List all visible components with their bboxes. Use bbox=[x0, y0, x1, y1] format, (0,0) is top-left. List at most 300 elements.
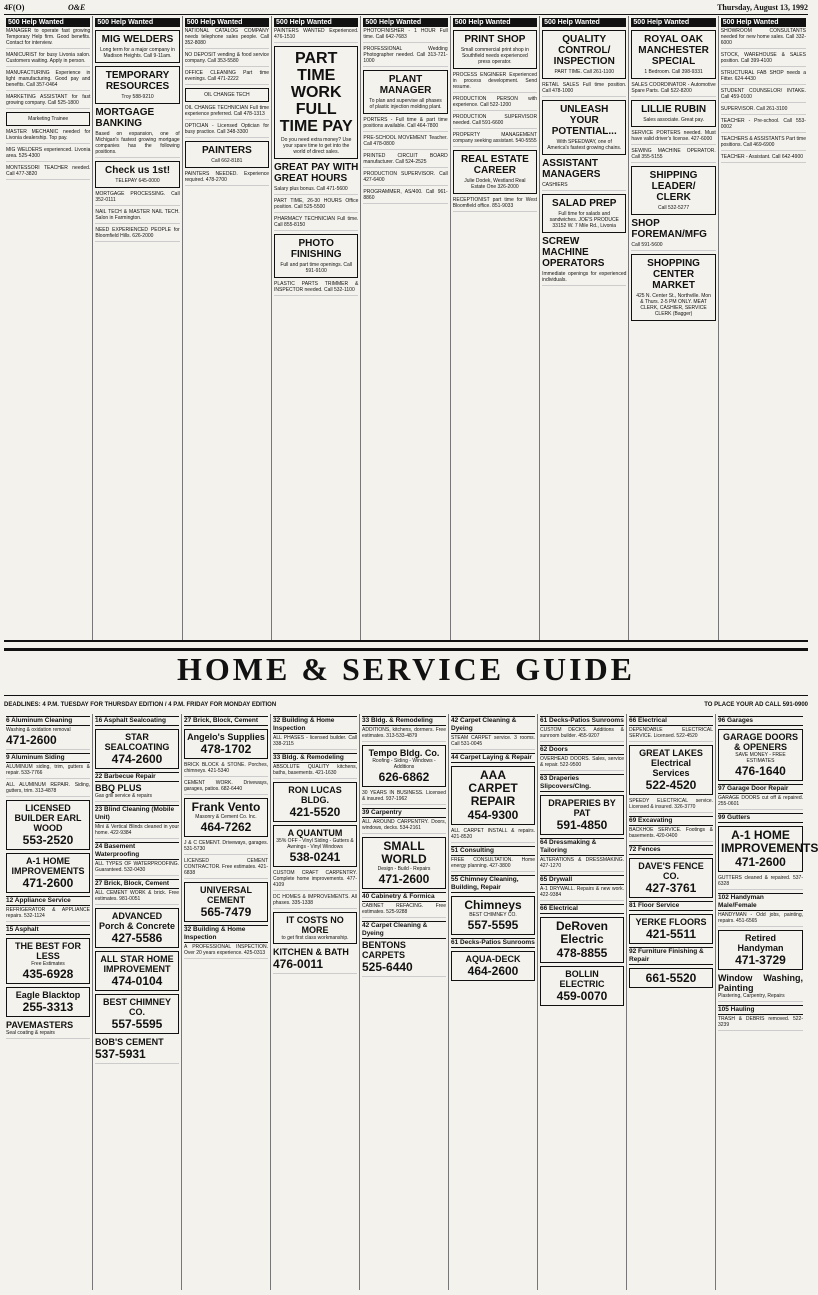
guide-listing bbox=[95, 783, 179, 802]
section-heading: 500 Help Wanted bbox=[721, 18, 806, 27]
classified-ad bbox=[185, 105, 269, 120]
guide-listing bbox=[273, 735, 357, 750]
classified-ad bbox=[274, 28, 358, 43]
guide-listing bbox=[718, 795, 803, 810]
listing-text: CUSTOM DECKS. Additions & sunroom builder. 455-9207 bbox=[540, 727, 624, 739]
ad-text: SHOWROOM CONSULTANTS needed for new home sales. Call 332-6000 bbox=[720, 28, 806, 46]
guide-listing bbox=[184, 729, 268, 759]
listing-text: GARAGE DOORS cut off & repaired. 255-0601 bbox=[718, 795, 803, 807]
classified-ad bbox=[95, 209, 179, 224]
ad-text: MARKETING ASSISTANT for fast growing company. Call 525-1800 bbox=[6, 94, 91, 106]
guide-category: 66 Electrical bbox=[540, 904, 624, 914]
classified-ad bbox=[453, 197, 537, 212]
listing-text: OVERHEAD DOORS. Sales, service & repair. 522-9500 bbox=[540, 756, 624, 768]
guide-listing bbox=[6, 907, 90, 922]
guide-category: 42 Carpet Cleaning & Dyeing bbox=[362, 921, 446, 939]
listing-phone: 421-5511 bbox=[645, 927, 697, 941]
listing-text: BRICK BLOCK & STONE. Porches, chimneys. 421-5340 bbox=[184, 762, 268, 774]
listing-name: THE BEST FOR LESS bbox=[14, 941, 81, 961]
banner-subline bbox=[4, 700, 808, 710]
listing-phone: 454-9300 bbox=[467, 808, 519, 822]
ad-text: PAINTERS WANTED Experienced. 476-1510 bbox=[274, 28, 359, 40]
ad-text: SALES COORDINATOR - Automotive Spare Parts. Call 522-8200 bbox=[631, 82, 716, 94]
listing-text: TRASH & DEBRIS removed. 522-3239 bbox=[718, 1016, 803, 1028]
guide-category: 42 Carpet Cleaning & Dyeing bbox=[451, 716, 535, 734]
classified-ad bbox=[6, 52, 90, 67]
listing-name: BBQ PLUS bbox=[95, 783, 142, 793]
listing-phone: 471-2600 bbox=[22, 876, 74, 890]
ad-text: PHOTOFINISHER - 1 HOUR Full time. Call 642-7683 bbox=[363, 28, 448, 40]
ad-text: PROGRAMMER, AS/400. Call 961-8860 bbox=[363, 189, 448, 201]
classified-ad bbox=[721, 118, 806, 133]
classified-ad bbox=[363, 171, 447, 186]
guide-category: 64 Dressmaking & Tailoring bbox=[540, 838, 624, 856]
listing-text: SPEEDY ELECTRICAL service. Licensed & insured. 326-3770 bbox=[629, 798, 713, 810]
guide-category: 55 Chimney Cleaning, Building, Repair bbox=[451, 875, 535, 893]
classified-ad bbox=[631, 130, 715, 145]
classified-ad bbox=[542, 158, 626, 191]
ad-title: QUALITY CONTROL/ INSPECTION bbox=[553, 34, 615, 67]
guide-listing bbox=[362, 903, 446, 918]
classified-ad bbox=[95, 191, 179, 206]
guide-column bbox=[538, 714, 627, 1290]
ad-text: 425 N. Center St., Northville. Mon & Thurs. 2-5 PM ONLY. MEAT CLERK, CASHIER, SERVICE CLERK (Bagger) bbox=[636, 293, 711, 317]
deadlines-text: DEADLINES: 4 P.M. TUESDAY FOR THURSDAY EDITION / 4 P.M. FRIDAY FOR MONDAY EDITION bbox=[4, 702, 277, 708]
listing-phone: 471-3729 bbox=[735, 953, 786, 967]
ad-title: LILLIE RUBIN bbox=[641, 104, 707, 115]
classified-ad bbox=[95, 107, 179, 158]
section-heading: 500 Help Wanted bbox=[542, 18, 626, 27]
guide-listing bbox=[718, 826, 818, 872]
ad-title: MORTGAGE BANKING bbox=[95, 107, 155, 129]
guide-listing bbox=[6, 938, 90, 984]
ad-text: Sales associate. Great pay. bbox=[643, 117, 704, 123]
ad-title: ASSISTANT MANAGERS bbox=[542, 158, 601, 180]
guide-category: 33 Bldg. & Remodeling bbox=[273, 753, 357, 763]
classified-ad bbox=[95, 30, 179, 63]
guide-category: 66 Electrical bbox=[629, 716, 713, 726]
guide-category: 62 Doors bbox=[540, 745, 624, 755]
ad-title: GREAT PAY WITH GREAT HOURS bbox=[274, 162, 359, 184]
listing-name: PAVEMASTERS bbox=[6, 1020, 74, 1030]
guide-listing bbox=[184, 882, 268, 922]
ad-text: PART TIME, 26-30 HOURS Office position. Call 525-5500 bbox=[274, 198, 359, 210]
listing-text: CEMENT WORK. Driveways, garages, patios. 682-6440 bbox=[184, 780, 268, 792]
listing-text: ALL CEMENT WORK & brick. Free estimates. 981-0051 bbox=[95, 890, 179, 902]
ad-text: Salary plus bonus. Call 471-5600 bbox=[274, 186, 348, 192]
ad-text: Call 591-5600 bbox=[631, 242, 663, 248]
listing-text: to get first class workmanship. bbox=[281, 935, 349, 941]
classified-ad bbox=[631, 254, 715, 321]
ad-text: OFFICE CLEANING Part time evenings. Call 471-2222 bbox=[184, 70, 270, 82]
ad-text: STRUCTURAL FAB SHOP needs a Fitter. 624-4430 bbox=[720, 70, 806, 82]
guide-listing bbox=[95, 1037, 179, 1064]
classified-ad bbox=[185, 52, 269, 67]
ad-text: PRODUCTION SUPERVISOR. Call 427-6400 bbox=[363, 171, 448, 183]
ad-title: MIG WELDERS bbox=[101, 34, 174, 45]
listing-name: A QUANTUM bbox=[287, 828, 343, 838]
guide-category: 92 Furniture Finishing & Repair bbox=[629, 947, 713, 965]
ad-text: SUPERVISOR. Call 261-3100 bbox=[720, 106, 788, 112]
ad-text: SEWING MACHINE OPERATOR. Call 355-5155 bbox=[631, 148, 716, 160]
listing-text: ALUMINUM siding, trim, gutters & repair. 533-7766 bbox=[6, 764, 90, 776]
guide-listing bbox=[718, 1016, 803, 1031]
classified-column bbox=[272, 16, 361, 640]
ad-title: REAL ESTATE CAREER bbox=[460, 154, 529, 176]
ad-text: PROPERTY MANAGEMENT company seeking assistant. 540-5555 bbox=[452, 132, 538, 144]
help-wanted-classifieds bbox=[4, 16, 808, 642]
guide-listing bbox=[362, 790, 446, 805]
classified-ad bbox=[631, 166, 715, 215]
issue-date: Thursday, August 13, 1992 bbox=[717, 3, 808, 12]
classified-ad bbox=[631, 148, 715, 163]
listing-name: Chimneys bbox=[464, 898, 522, 912]
listing-phone: 476-0011 bbox=[273, 957, 324, 971]
ad-text: 1 Bedroom. Call 398-9331 bbox=[644, 69, 703, 75]
guide-category: 23 Blind Cleaning (Mobile Unit) bbox=[95, 805, 179, 823]
ad-title: SHOPPING CENTER MARKET bbox=[647, 258, 700, 291]
ad-text: TELEPAY 645-0000 bbox=[115, 178, 160, 184]
guide-category: 44 Carpet Laying & Repair bbox=[451, 753, 535, 763]
guide-listing bbox=[95, 908, 179, 948]
guide-listing bbox=[451, 951, 535, 981]
guide-listing bbox=[451, 828, 535, 843]
listing-text: ADDITIONS, kitchens, dormers. Free estimates. 313-533-4879 bbox=[362, 727, 446, 739]
guide-listing bbox=[629, 858, 713, 898]
classified-ad bbox=[721, 70, 806, 85]
classified-ad bbox=[274, 281, 358, 296]
listing-phone: 538-0241 bbox=[289, 850, 341, 864]
classified-ad bbox=[6, 112, 90, 126]
section-heading: 500 Help Wanted bbox=[95, 18, 179, 27]
classified-ad bbox=[185, 141, 269, 168]
listing-phone: 427-5586 bbox=[111, 931, 163, 945]
classified-ad bbox=[185, 70, 269, 85]
classified-ad bbox=[274, 216, 358, 231]
ad-text: TEACHER - Pre-school. Call 553-0002 bbox=[720, 118, 806, 130]
listing-text: Masonry & Cement Co. Inc. bbox=[195, 814, 257, 820]
listing-text: REFRIGERATOR & APPLIANCE repairs. 532-1124 bbox=[6, 907, 90, 919]
guide-listing bbox=[6, 764, 90, 779]
classified-ad bbox=[363, 46, 447, 67]
listing-text: Plastering, Carpentry, Repairs bbox=[718, 993, 785, 999]
guide-category: 72 Fences bbox=[629, 845, 713, 855]
classified-ad bbox=[363, 117, 447, 132]
listing-text: STEAM CARPET service. 3 rooms. Call 531-0045 bbox=[451, 735, 535, 747]
listing-phone: 464-7262 bbox=[200, 820, 252, 834]
listing-name: A-1 HOME IMPROVEMENTS bbox=[11, 856, 85, 876]
classified-ad bbox=[185, 88, 269, 102]
ad-text: PAINTERS NEEDED. Experience required. 478-2700 bbox=[184, 171, 270, 183]
guide-listing bbox=[362, 745, 446, 787]
listing-name: ADVANCED Porch & Concrete bbox=[98, 911, 176, 931]
classified-ad bbox=[721, 154, 806, 163]
listing-phone: 471-2600 bbox=[378, 872, 430, 886]
ad-text: MANAGER to operate fast growing Temporary Help firm. Good benefits. Contact for interview. bbox=[6, 28, 91, 46]
classified-column bbox=[540, 16, 629, 640]
guide-listing bbox=[540, 886, 624, 901]
classified-ad bbox=[185, 28, 269, 49]
listing-phone: 565-7479 bbox=[200, 905, 252, 919]
listing-text: DEPENDABLE ELECTRICAL SERVICE. Licensed. 522-4520 bbox=[629, 727, 713, 739]
ad-title: PART TIME WORK FULL TIME PAY bbox=[279, 50, 353, 135]
guide-listing bbox=[362, 837, 446, 889]
classified-ad bbox=[6, 129, 90, 144]
listing-text: ALL AROUND CARPENTRY. Doors, windows, decks. 534-2161 bbox=[362, 819, 446, 831]
guide-listing bbox=[6, 727, 90, 750]
listing-text: ALL TYPES OF WATERPROOFING. Guaranteed. 532-0430 bbox=[95, 861, 179, 873]
listing-text: BEST CHIMNEY CO. bbox=[469, 912, 517, 918]
guide-category: 12 Appliance Service bbox=[6, 896, 90, 906]
ad-text: NO DEPOSIT vending & food service company. Call 353-5580 bbox=[184, 52, 270, 64]
listing-text: BACKHOE SERVICE. Footings & basements. 420-0400 bbox=[629, 827, 713, 839]
ad-text: Full and part time openings. Call 591-9100 bbox=[280, 262, 353, 274]
classified-ad bbox=[542, 30, 626, 79]
guide-listing bbox=[718, 875, 803, 890]
ad-title: SALAD PREP bbox=[552, 198, 617, 209]
classified-column bbox=[183, 16, 272, 640]
ad-text: RECEPTIONIST part time for West Bloomfield office. 851-9033 bbox=[452, 197, 538, 209]
ad-text: Call 532-5277 bbox=[658, 205, 690, 211]
paper-name: O&E bbox=[68, 3, 86, 12]
home-service-guide bbox=[4, 714, 818, 1290]
listing-name: BENTONS CARPETS bbox=[362, 940, 406, 960]
ad-text: PRODUCTION PERSON with experience. Call 522-1200 bbox=[452, 96, 538, 108]
guide-listing bbox=[718, 973, 803, 1002]
ad-text: MIG WELDERS experienced. Livonia area. 525-4300 bbox=[6, 147, 91, 159]
guide-category: 97 Garage Door Repair bbox=[718, 784, 803, 794]
classified-ad bbox=[95, 227, 179, 242]
guide-listing bbox=[540, 966, 624, 1006]
page-number: 4F(O) bbox=[4, 3, 25, 12]
section-heading: 500 Help Wanted bbox=[363, 18, 447, 27]
classified-ad bbox=[453, 30, 537, 69]
classified-ad bbox=[363, 153, 447, 168]
classified-ad bbox=[542, 100, 626, 155]
listing-name: Angelo's Supplies bbox=[187, 732, 265, 742]
listing-text: ALL PHASES - licensed builder. Call 338-2115 bbox=[273, 735, 357, 747]
classified-ad bbox=[95, 161, 179, 188]
guide-listing bbox=[184, 840, 268, 855]
listing-name: AQUA-DECK bbox=[465, 954, 521, 964]
guide-column bbox=[93, 714, 182, 1290]
ad-text: PROFESSIONAL Wedding Photographer needed. Call 313-721-1000 bbox=[363, 46, 448, 64]
place-ad-text: TO PLACE YOUR AD CALL 591-0900 bbox=[704, 702, 808, 708]
listing-name: Tempo Bldg. Co. bbox=[368, 748, 440, 758]
guide-listing bbox=[540, 795, 624, 835]
ad-text: Full time for salads and sandwiches. JOE'S PRODUCE 33152 W. 7 Mile Rd., Livonia bbox=[549, 211, 619, 229]
masthead bbox=[4, 2, 808, 15]
classified-ad bbox=[95, 66, 179, 104]
listing-name: LICENSED BUILDER EARL WOOD bbox=[14, 803, 82, 833]
guide-category: 32 Building & Home Inspection bbox=[273, 716, 357, 734]
listing-phone: 557-5595 bbox=[467, 918, 519, 932]
classified-ad bbox=[6, 28, 90, 49]
listing-name: GARAGE DOORS & OPENERS bbox=[722, 732, 798, 752]
listing-text: HANDYMAN - Odd jobs, painting, repairs. 451-6565 bbox=[718, 912, 803, 924]
section-heading: 500 Help Wanted bbox=[185, 18, 269, 27]
section-heading: 500 Help Wanted bbox=[631, 18, 715, 27]
ad-text: STUDENT COUNSELOR/ INTAKE. Call 459-0100 bbox=[720, 88, 806, 100]
classified-ad bbox=[721, 88, 806, 103]
classified-column bbox=[361, 16, 450, 640]
ad-title: SHIPPING LEADER/ CLERK bbox=[649, 170, 698, 203]
listing-name: A-1 HOME IMPROVEMENTS bbox=[721, 828, 818, 855]
classified-ad bbox=[721, 52, 806, 67]
guide-listing bbox=[6, 800, 90, 850]
listing-phone: 459-0070 bbox=[556, 989, 608, 1003]
classified-ad bbox=[6, 165, 90, 180]
guide-listing bbox=[362, 819, 446, 834]
classified-ad bbox=[542, 236, 626, 286]
ad-text: MORTGAGE PROCESSING. Call 352-0111 bbox=[95, 191, 180, 203]
guide-listing bbox=[184, 944, 268, 959]
classified-ad bbox=[363, 70, 447, 114]
ad-text: PHARMACY TECHNICIAN Full time. Call 855-8150 bbox=[274, 216, 359, 228]
guide-listing bbox=[629, 745, 713, 795]
guide-listing bbox=[540, 756, 624, 771]
listing-name: RON LUCAS BLDG. bbox=[288, 785, 342, 805]
guide-listing bbox=[273, 764, 357, 779]
guide-category: 6 Aluminum Cleaning bbox=[6, 716, 90, 726]
guide-listing bbox=[184, 798, 268, 837]
guide-category: 61 Decks-Patios Sunrooms bbox=[451, 939, 535, 946]
guide-listing bbox=[95, 861, 179, 876]
listing-name: DRAPERIES BY PAT bbox=[548, 798, 616, 818]
guide-category: 102 Handyman Male/Female bbox=[718, 893, 803, 911]
guide-category: 61 Decks-Patios Sunrooms bbox=[540, 717, 624, 724]
ad-text: PART TIME. Call 261-1100 bbox=[554, 69, 615, 75]
banner-title: HOME & SERVICE GUIDE bbox=[176, 651, 636, 687]
ad-title: Check us 1st! bbox=[105, 165, 171, 176]
ad-title: UNLEASH YOUR POTENTIAL... bbox=[551, 104, 617, 137]
listing-phone: 471-2600 bbox=[735, 855, 786, 869]
guide-listing bbox=[273, 825, 357, 867]
ad-text: TEACHER - Assistant. Call 642-4900 bbox=[720, 154, 804, 160]
listing-name: BOB'S CEMENT bbox=[95, 1037, 164, 1047]
ad-title: TEMPORARY RESOURCES bbox=[105, 70, 170, 92]
guide-listing bbox=[95, 824, 179, 839]
ad-title: SHOP FOREMAN/MFG bbox=[631, 218, 707, 240]
classified-column bbox=[719, 16, 808, 640]
listing-text: LICENSED CEMENT CONTRACTOR. Free estimates. 421-6838 bbox=[184, 858, 268, 876]
guide-category: 40 Cabinetry & Formica bbox=[362, 892, 446, 902]
guide-listing bbox=[273, 947, 357, 974]
listing-text: GUTTERS cleaned & repaired. 537-6328 bbox=[718, 875, 803, 887]
guide-listing bbox=[273, 894, 357, 909]
listing-name: ALL STAR HOME IMPROVEMENT bbox=[100, 954, 174, 974]
ad-text: To plan and supervise all phases of plastic injection molding plant. bbox=[369, 98, 442, 110]
listing-name: BOLLIN ELECTRIC bbox=[559, 969, 605, 989]
listing-text: ALL ALUMINUM REPAIR. Siding, gutters, trim. 313-4878 bbox=[6, 782, 90, 794]
ad-text: Small commercial print shop in Southfield needs experienced press operator. bbox=[460, 47, 529, 65]
listing-name: DeRoven Electric bbox=[555, 919, 608, 946]
guide-listing bbox=[362, 727, 446, 742]
ad-text: PROCESS ENGINEER Experienced in process development. Send resume. bbox=[452, 72, 538, 90]
ad-title: PRINT SHOP bbox=[464, 34, 526, 45]
guide-listing bbox=[184, 858, 268, 879]
ad-text: NAIL TECH & MASTER NAIL TECH. Salon in Farmington. bbox=[95, 209, 180, 221]
guide-column bbox=[360, 714, 449, 1290]
listing-text: CUSTOM CRAFT CARPENTRY. Complete home improvements. 477-4109 bbox=[273, 870, 357, 888]
listing-text: SAVE MONEY - FREE ESTIMATES bbox=[735, 752, 786, 764]
listing-phone: 255-3313 bbox=[22, 1000, 74, 1014]
listing-text: J & C CEMENT. Driveways, garages. 531-5730 bbox=[184, 840, 268, 852]
ad-text: OIL CHANGE TECHNICIAN Full time experience preferred. Call 478-1313 bbox=[184, 105, 270, 117]
listing-phone: 471-2600 bbox=[6, 733, 57, 747]
ad-text: Julie Dodek, Westland Real Estate One 326-2000 bbox=[464, 178, 526, 190]
guide-listing bbox=[540, 917, 624, 963]
classified-ad bbox=[363, 135, 447, 150]
ad-text: PORTERS - Full time & part time positions available. Call 464-7800 bbox=[363, 117, 448, 129]
listing-name: AAA CARPET REPAIR bbox=[468, 768, 518, 808]
guide-column bbox=[271, 714, 360, 1290]
classified-ad bbox=[453, 114, 537, 129]
listing-name: STAR SEALCOATING bbox=[104, 732, 170, 752]
classified-ad bbox=[363, 189, 447, 204]
listing-name: UNIVERSAL CEMENT bbox=[199, 885, 252, 905]
classified-column bbox=[4, 16, 93, 640]
guide-category: 33 Bldg. & Remodeling bbox=[362, 716, 446, 726]
listing-phone: 553-2520 bbox=[22, 833, 74, 847]
ad-text: PLASTIC PARTS TRIMMER & INSPECTOR needed. Call 532-1100 bbox=[274, 281, 359, 293]
guide-column bbox=[627, 714, 716, 1290]
listing-phone: 474-0104 bbox=[111, 974, 163, 988]
ad-text: Based on expansion, one of Michigan's fastest growing mortgage companies has the following positions. bbox=[95, 131, 180, 155]
guide-listing bbox=[451, 735, 535, 750]
ad-title: SCREW MACHINE OPERATORS bbox=[542, 236, 605, 269]
guide-listing bbox=[95, 890, 179, 905]
guide-listing bbox=[6, 987, 90, 1017]
listing-phone: 478-1702 bbox=[200, 742, 252, 756]
listing-text: ALL CARPET INSTALL & repairs. 421-8520 bbox=[451, 828, 535, 840]
guide-listing bbox=[273, 870, 357, 891]
listing-name: SMALL WORLD bbox=[381, 839, 427, 866]
guide-listing bbox=[718, 912, 803, 927]
listing-phone: 525-6440 bbox=[362, 960, 413, 974]
listing-name: YERKE FLOORS bbox=[635, 917, 707, 927]
listing-phone: 661-5520 bbox=[645, 971, 697, 985]
section-heading: 500 Help Wanted bbox=[6, 18, 90, 27]
classified-column bbox=[629, 16, 718, 640]
ad-text: NATIONAL CATALOG COMPANY needs telephone sales people. Call 352-8080 bbox=[184, 28, 270, 46]
guide-column bbox=[4, 714, 93, 1290]
listing-name: Window Washing, Painting bbox=[718, 973, 803, 993]
listing-name: Eagle Blacktop bbox=[15, 990, 81, 1000]
guide-listing bbox=[6, 782, 90, 797]
ad-text: RETAIL SALES Full time position. Call 478-1000 bbox=[542, 82, 627, 94]
ad-text: Long term for a major company in Madison Heights. Call 9-11am. bbox=[100, 47, 175, 59]
listing-text: A PROFESSIONAL INSPECTION. Over 20 years experience. 425-0313 bbox=[184, 944, 268, 956]
guide-category: 99 Gutters bbox=[718, 813, 803, 823]
guide-listing bbox=[629, 727, 713, 742]
guide-category: 24 Basement Waterproofing bbox=[95, 842, 179, 860]
listing-phone: 537-5931 bbox=[95, 1047, 146, 1061]
listing-text: DC HOMES & IMPROVEMENTS. All phases. 335-1338 bbox=[273, 894, 357, 906]
classified-ad bbox=[542, 82, 626, 97]
listing-name: KITCHEN & BATH bbox=[273, 947, 349, 957]
guide-category: 81 Floor Service bbox=[629, 901, 713, 911]
section-heading: 500 Help Wanted bbox=[453, 18, 537, 27]
guide-listing bbox=[451, 896, 535, 935]
listing-phone: 464-2600 bbox=[467, 964, 519, 978]
guide-listing bbox=[184, 780, 268, 795]
ad-text: SERVICE PORTERS needed. Must have valid driver's license. 427-6000 bbox=[631, 130, 716, 142]
guide-listing bbox=[718, 930, 803, 970]
classified-ad bbox=[185, 123, 269, 138]
guide-listing bbox=[540, 727, 624, 742]
ad-text: CASHIERS bbox=[542, 182, 568, 188]
